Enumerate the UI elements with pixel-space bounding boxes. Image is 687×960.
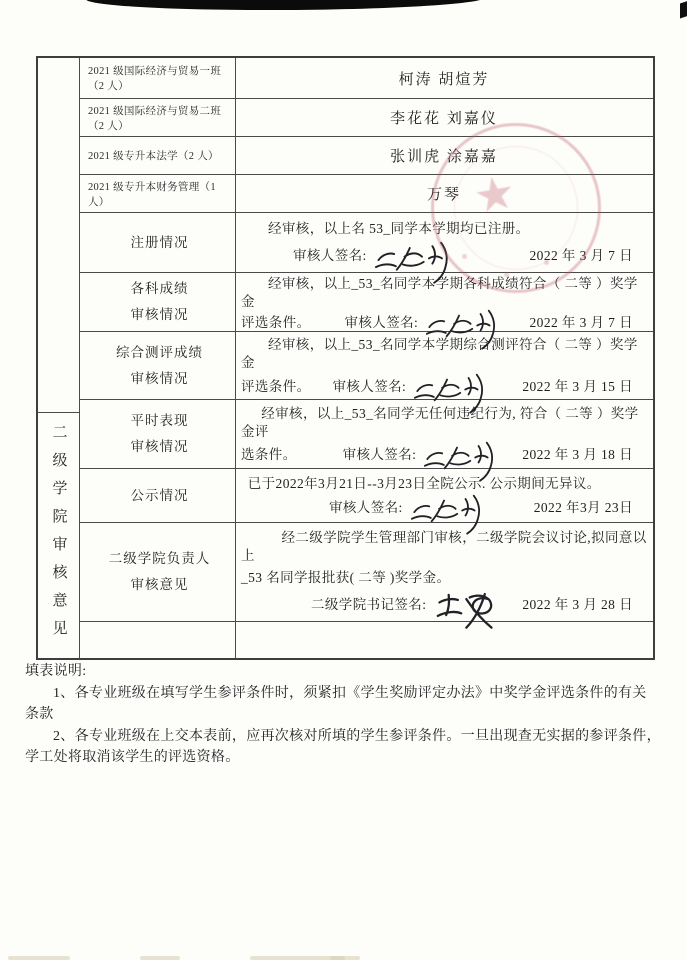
review-row-label: 平时表现 审核情况 — [80, 400, 236, 468]
notes-line: 1、各专业班级在填写学生参评条件时，须紧扣《学生奖励评定办法》中奖学金评选条件的有关 — [53, 685, 647, 701]
class-name-label: 2021 级专升本法学（2 人） — [80, 137, 236, 174]
signature-line — [241, 311, 647, 331]
class-name-label: 2021 级国际经济与贸易一班（2 人） — [80, 58, 236, 98]
notes-title: 填表说明: — [25, 664, 87, 679]
review-statement: 经审核，以上名 53_同学本学期均已注册。 — [268, 221, 530, 236]
review-row-evaluation — [80, 332, 653, 400]
empty-row — [80, 622, 653, 658]
review-row-grades — [80, 273, 653, 332]
review-row-content — [236, 273, 653, 331]
sign-label: 审核人签名: — [329, 500, 403, 516]
scan-smudge — [8, 956, 70, 960]
notes-line: 学工处将取消该学生的评选资格。 — [25, 750, 240, 765]
review-row-conduct — [80, 400, 653, 469]
side-header-vertical-text: 二级学院审核意见 — [50, 423, 67, 648]
review-row-content — [236, 469, 653, 522]
scan-smudge — [140, 956, 180, 960]
review-row-dean-opinion — [80, 523, 653, 622]
scan-artifact-corner-mark — [680, 1, 687, 19]
class-name-label: 2021 级国际经济与贸易二班（2 人） — [80, 99, 236, 136]
sign-label: 审核人签名: — [344, 315, 419, 330]
signature-line — [241, 443, 647, 463]
side-header-column — [38, 58, 80, 658]
sign-label: 审核人签名: — [342, 447, 417, 463]
review-statement: 经二级学院学生管理部门审核，二级学院会议讨论,拟同意以上 — [241, 530, 647, 563]
class-row — [80, 99, 653, 137]
review-date: 2022 年3月 23日 — [533, 500, 633, 516]
review-row-content — [236, 213, 653, 272]
review-row-label: 综合测评成绩 审核情况 — [80, 332, 236, 399]
signature-line — [241, 243, 647, 265]
review-row-label: 公示情况 — [80, 469, 236, 522]
class-row — [80, 58, 653, 99]
review-row-content — [236, 523, 653, 621]
student-names: 李花花 刘嘉仪 — [390, 111, 498, 127]
signature-line — [241, 591, 647, 615]
review-date: 2022 年 3 月 15 日 — [522, 378, 633, 394]
stamp-star-icon: ★ — [469, 165, 520, 224]
class-row — [80, 175, 653, 213]
scan-smudge — [330, 956, 360, 960]
sign-label: 二级学院书记签名: — [311, 597, 427, 612]
review-row-label: 各科成绩 审核情况 — [80, 273, 236, 331]
signature-line — [241, 375, 647, 395]
review-row-content — [236, 400, 653, 468]
empty-value-cell — [236, 622, 653, 658]
form-notes — [25, 661, 678, 769]
side-header-empty-cell — [38, 58, 79, 412]
review-statement: 经审核，以上_53_名同学本学期综合测评符合（ 二等 ）奖学金 — [241, 337, 638, 371]
review-statement: 已于2022年3月21日--3月23日全院公示. 公示期间无异议。 — [247, 475, 601, 491]
student-names: 柯涛 胡煊芳 — [398, 71, 490, 88]
sign-label: 审核人签名: — [293, 248, 367, 263]
signature-line — [241, 496, 647, 516]
review-date: 2022 年 3 月 28 日 — [522, 597, 633, 612]
student-names: 万琴 — [426, 187, 461, 203]
notes-line: 2、各专业班级在上交本表前，应再次核对所填的学生参评条件。一旦出现查无实据的参评条件， — [53, 728, 661, 744]
review-date: 2022 年 3 月 7 日 — [529, 315, 633, 330]
review-row-content — [236, 332, 653, 399]
review-date: 2022 年 3 月 7 日 — [529, 248, 633, 263]
review-row-registration — [80, 213, 653, 273]
empty-label-cell — [80, 622, 236, 658]
statement-continuation: 评选条件。 — [241, 378, 311, 394]
scan-artifact-top-shadow — [86, 0, 486, 11]
review-row-label: 二级学院负责人 审核意见 — [80, 523, 236, 621]
class-row — [80, 137, 653, 175]
review-row-label: 注册情况 — [80, 213, 236, 272]
student-names: 张训虎 涂嘉嘉 — [390, 149, 498, 165]
review-row-publicity — [80, 469, 653, 523]
review-statement: 经审核，以上_53_名同学本学期各科成绩符合（ 二等 ）奖学金 — [241, 276, 638, 309]
review-statement: 经审核，以上_53_名同学无任何违纪行为, 符合（ 二等 ）奖学金评 — [241, 405, 639, 439]
table-body — [80, 58, 653, 658]
side-header-cell — [38, 412, 79, 658]
sign-label: 审核人签名: — [332, 378, 407, 394]
review-statement-line2: _53 名同学报批获( 二等 )奖学金。 — [241, 570, 451, 585]
class-name-label: 2021 级专升本财务管理（1 人） — [80, 175, 236, 212]
review-date: 2022 年 3 月 18 日 — [522, 447, 633, 463]
statement-continuation: 选条件。 — [241, 447, 297, 463]
statement-continuation: 评选条件。 — [241, 315, 311, 330]
scholarship-review-table — [36, 56, 655, 660]
notes-line: 条款 — [25, 707, 54, 722]
